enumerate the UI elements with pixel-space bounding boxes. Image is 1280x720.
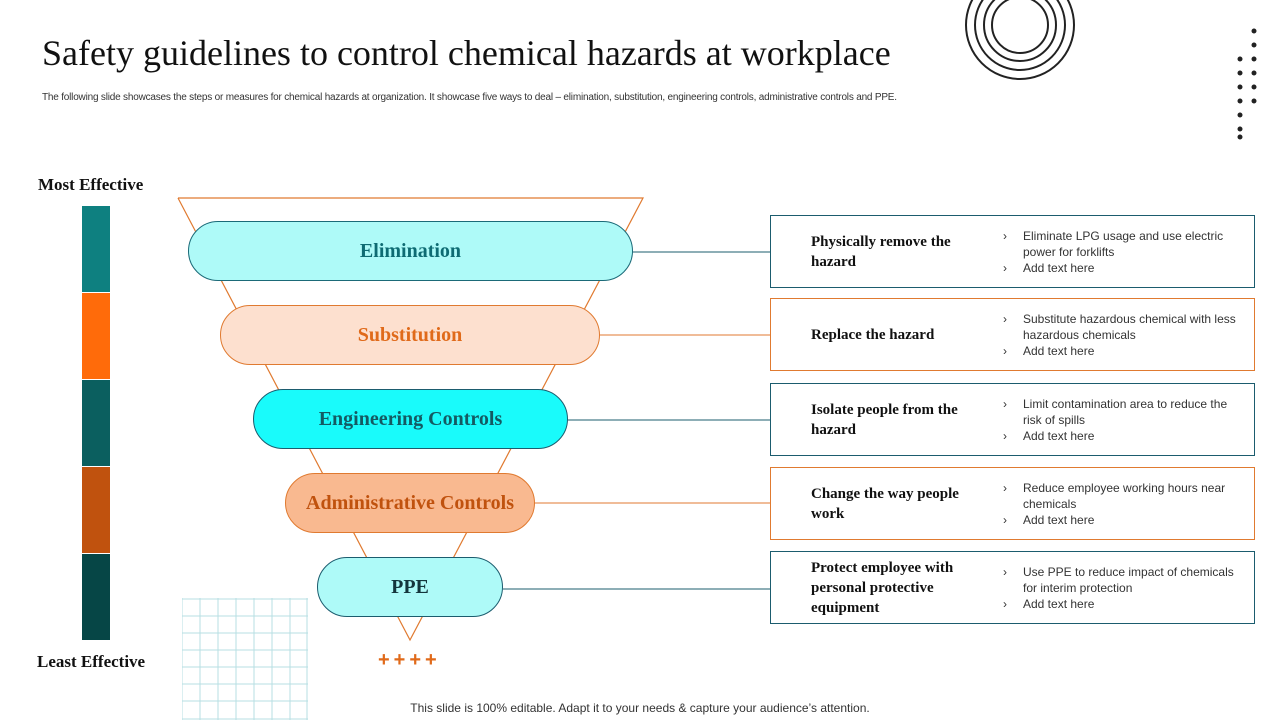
bullet-item: › Add text here: [1003, 261, 1095, 275]
level-elimination: Elimination: [188, 221, 633, 281]
footer-note: This slide is 100% editable. Adapt it to your needs & capture your audience’s attention.: [410, 701, 870, 715]
chevron-right-icon: ›: [1003, 513, 1007, 527]
card-heading: Protect employee with personal protective equipment: [811, 559, 954, 616]
level-ppe: PPE: [317, 557, 503, 617]
least-effective-label: Least Effective: [37, 652, 146, 671]
page-title: Safety guidelines to control chemical hazards at workplace: [42, 33, 891, 73]
level-administrative-controls: Administrative Controls: [285, 473, 535, 533]
level-substitution: Substitution: [220, 305, 600, 365]
bullet-item: › Substitute hazardous chemical with less hazardous chemicals: [1003, 312, 1236, 342]
chevron-right-icon: ›: [1003, 344, 1007, 358]
chevron-right-icon: ›: [1003, 397, 1007, 411]
bullet-item: › Limit contamination area to reduce the risk of spills: [1003, 397, 1228, 427]
chevron-right-icon: ›: [1003, 261, 1007, 275]
page-subtitle: The following slide showcases the steps or measures for chemical hazards at organization. It showcase five ways to deal – elimination, substitution, engineering controls, administrative controls and PPE.: [42, 92, 897, 103]
card-heading: Physically remove the hazard: [811, 233, 951, 270]
bullet-item: › Add text here: [1003, 429, 1095, 443]
most-effective-label: Most Effective: [38, 175, 144, 194]
chevron-right-icon: ›: [1003, 565, 1007, 579]
card-bullet-list: [1003, 311, 1238, 359]
chevron-right-icon: ›: [1003, 429, 1007, 443]
chevron-right-icon: ›: [1003, 597, 1007, 611]
card-heading: Isolate people from the hazard: [811, 401, 958, 438]
card-substitution: [770, 298, 1255, 371]
card-elimination: [770, 215, 1255, 288]
chevron-right-icon: ›: [1003, 229, 1007, 243]
bullet-item: › Reduce employee working hours near chemicals: [1003, 481, 1226, 511]
bullet-item: › Eliminate LPG usage and use electric power for forklifts: [1003, 229, 1224, 259]
card-bullet-list: [1003, 228, 1238, 276]
card-ppe: [770, 551, 1255, 624]
card-bullet-list: [1003, 480, 1238, 528]
bullet-item: › Add text here: [1003, 597, 1095, 611]
plus-signs-decoration: ++++: [378, 649, 441, 671]
bullet-item: › Use PPE to reduce impact of chemicals for interim protection: [1003, 565, 1234, 595]
card-heading: Change the way people work: [811, 485, 959, 522]
chevron-right-icon: ›: [1003, 481, 1007, 495]
bullet-item: › Add text here: [1003, 513, 1095, 527]
chevron-right-icon: ›: [1003, 312, 1007, 326]
card-bullet-list: [1003, 396, 1238, 444]
card-bullet-list: [1003, 564, 1238, 612]
level-engineering-controls: Engineering Controls: [253, 389, 568, 449]
bullet-item: › Add text here: [1003, 344, 1095, 358]
card-administrative-controls: [770, 467, 1255, 540]
card-heading: Replace the hazard: [811, 326, 935, 343]
card-engineering-controls: [770, 383, 1255, 456]
